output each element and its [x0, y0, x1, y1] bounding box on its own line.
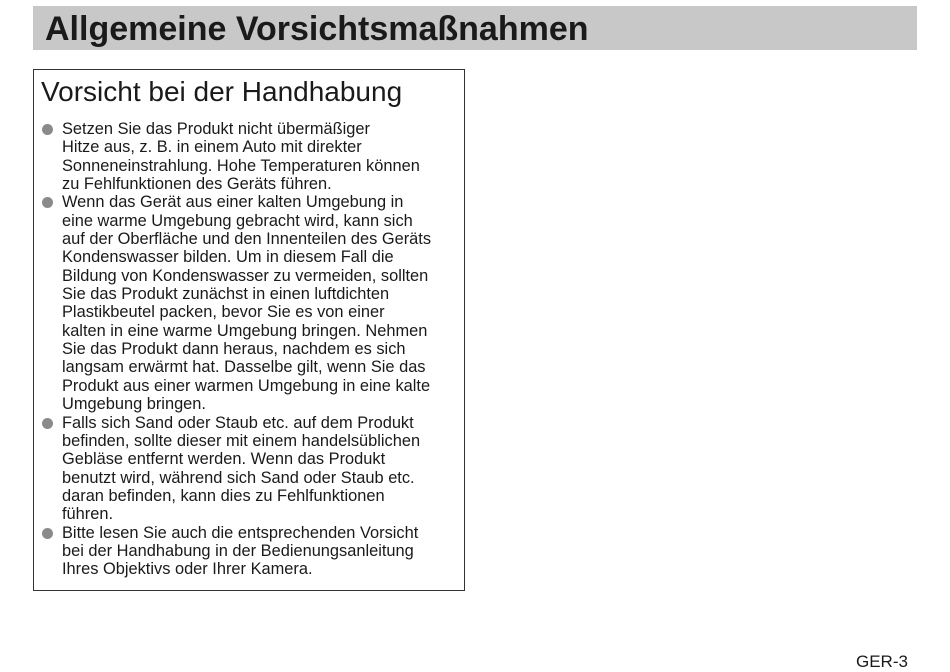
list-item: [34, 414, 464, 524]
bullet-icon: [42, 418, 53, 429]
caution-list: [34, 120, 464, 579]
list-item-text: Falls sich Sand oder Staub etc. auf dem Produkt befinden, sollte dieser mit einem handelsüblichen Gebläse entfernt werden. Wenn das Produkt benutzt wird, während sich Sand oder Staub etc. daran befinden, kann dies zu Fehlfunktionen führen.: [62, 413, 421, 524]
list-item: [34, 120, 464, 193]
header-bar: [33, 6, 917, 50]
list-item: [34, 193, 464, 413]
bullet-icon: [42, 528, 53, 539]
caution-box: [33, 69, 465, 591]
section-heading: Vorsicht bei der Handhabung: [41, 76, 403, 107]
page-number: GER-3: [856, 652, 908, 671]
page-title: Allgemeine Vorsichtsmaßnahmen: [45, 10, 589, 48]
list-item: [34, 524, 464, 579]
list-item-text: Wenn das Gerät aus einer kalten Umgebung in eine warme Umgebung gebracht wird, kann sich auf der Oberfläche und den Innenteilen des Geräts Kondenswasser bilden. Um in diesem Fall die Bildung von Kondenswasser zu vermeiden, sollten Sie das Produkt zunächst in einen luftdichten Plastikbeutel packen, bevor Sie es von einer kalten in eine warme Umgebung bringen. Nehmen Sie das Produkt dann heraus, nachdem es sich langsam erwärmt hat. Dasselbe gilt, wenn Sie das Produkt aus einer warmen Umgebung in eine kalte Umgebung bringen.: [62, 193, 432, 414]
bullet-icon: [42, 124, 53, 135]
list-item-text: Bitte lesen Sie auch die entsprechenden Vorsicht bei der Handhabung in der Bedienungsanleitung Ihres Objektivs oder Ihrer Kamera.: [62, 523, 419, 579]
bullet-icon: [42, 197, 53, 208]
list-item-text: Setzen Sie das Produkt nicht übermäßiger Hitze aus, z. B. in einem Auto mit direkter Sonneneinstrahlung. Hohe Temperaturen können zu Fehlfunktionen des Geräts führen.: [62, 120, 420, 194]
